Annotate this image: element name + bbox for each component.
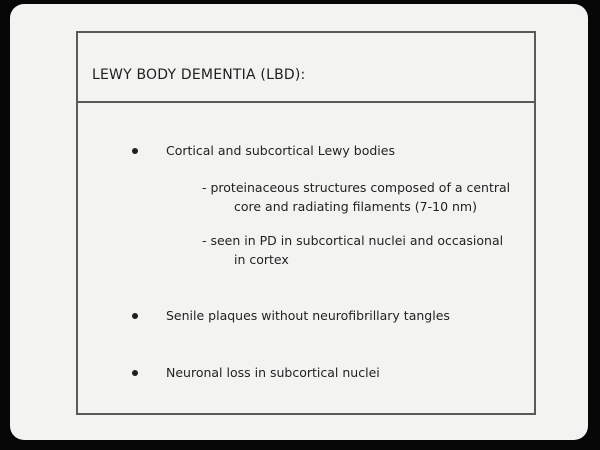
subpoint-line: - seen in PD in subcortical nuclei and occasional	[202, 233, 504, 248]
bullet-dot-icon	[132, 313, 138, 319]
bullet-dot-icon	[132, 148, 138, 154]
subpoint-line: in cortex	[234, 252, 289, 267]
slide-frame	[76, 31, 536, 415]
bullet-text: Neuronal loss in subcortical nuclei	[166, 365, 380, 380]
bullet-text: Senile plaques without neurofibrillary tangles	[166, 308, 450, 323]
subpoint-line: core and radiating filaments (7-10 nm)	[234, 199, 477, 214]
bullet-text: Cortical and subcortical Lewy bodies	[166, 143, 395, 158]
bullet-item-1	[78, 141, 534, 161]
slide	[10, 4, 588, 440]
subpoint-1	[202, 178, 522, 216]
subpoint-2	[202, 231, 522, 269]
slide-header	[78, 33, 534, 103]
bullet-item-3	[78, 363, 534, 383]
slide-title: LEWY BODY DEMENTIA (LBD):	[92, 67, 306, 83]
bullet-item-2	[78, 306, 534, 326]
subpoint-line: - proteinaceous structures composed of a central	[202, 180, 511, 195]
bullet-dot-icon	[132, 370, 138, 376]
